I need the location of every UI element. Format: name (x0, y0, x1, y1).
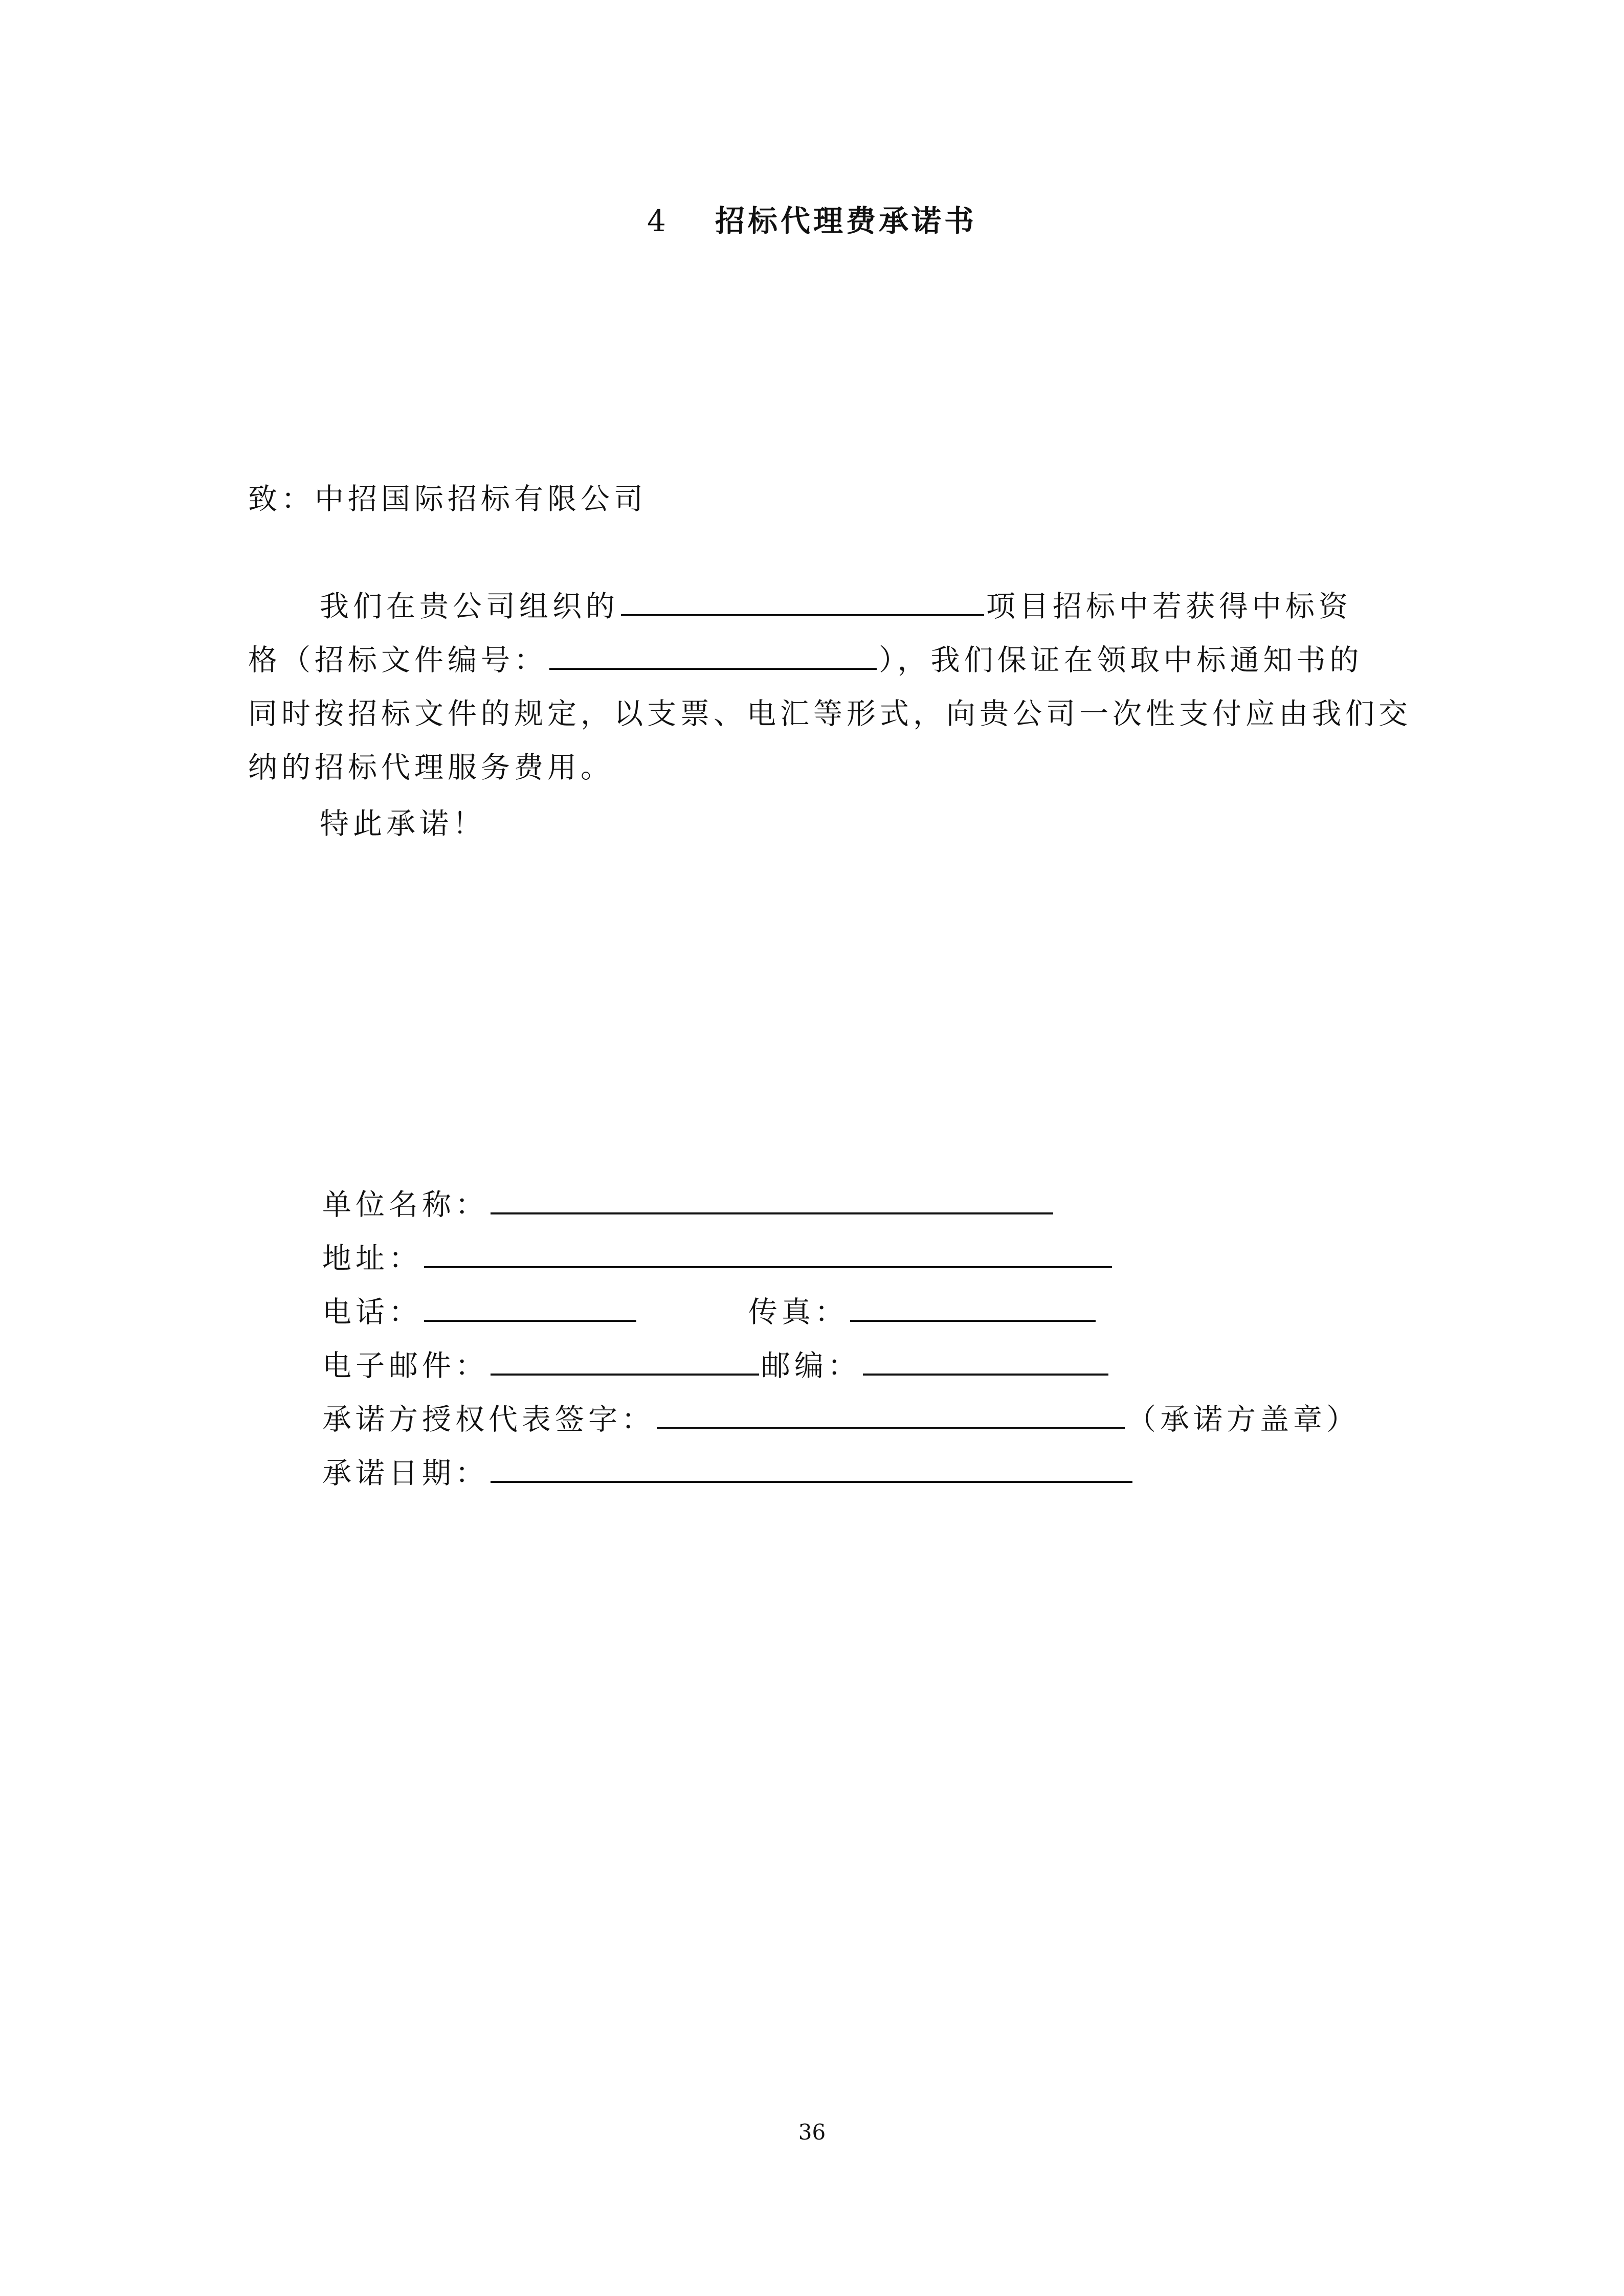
fax-label: 传真： (748, 1295, 848, 1329)
email-label: 电子邮件： (322, 1349, 488, 1383)
closing-statement: 特此承诺！ (320, 807, 486, 841)
body-line-1-prefix: 我们在贵公司组织的 (320, 590, 619, 623)
postcode-label: 邮编： (761, 1349, 861, 1383)
title-text: 招标代理费承诺书 (715, 204, 977, 238)
addressee: 致：中招国际招标有限公司 (248, 482, 647, 516)
address-blank[interactable] (424, 1266, 1112, 1268)
date-label: 承诺日期： (322, 1456, 488, 1490)
body-line-4: 纳的招标代理服务费用。 (248, 751, 614, 784)
project-name-blank[interactable] (621, 614, 984, 616)
document-title (0, 197, 1624, 240)
signature-label: 承诺方授权代表签字： (322, 1403, 655, 1436)
postcode-blank[interactable] (863, 1373, 1108, 1376)
unit-name-blank[interactable] (491, 1212, 1053, 1214)
page-number: 36 (798, 2120, 826, 2145)
unit-name-row (322, 1181, 1055, 1223)
date-row (322, 1450, 1134, 1492)
signature-blank[interactable] (657, 1427, 1125, 1429)
signature-row (322, 1396, 1360, 1438)
date-blank[interactable] (491, 1480, 1132, 1483)
body-line-2-suffix: ），我们保证在领取中标通知书的 (879, 643, 1363, 677)
seal-note: （承诺方盖章） (1127, 1403, 1360, 1436)
fax-blank[interactable] (850, 1319, 1096, 1322)
email-postcode-row (322, 1342, 1110, 1384)
email-blank[interactable] (491, 1373, 759, 1376)
phone-blank[interactable] (424, 1319, 636, 1322)
unit-name-label: 单位名称： (322, 1188, 488, 1222)
body-line-3: 同时按招标文件的规定，以支票、电汇等形式，向贵公司一次性支付应由我们交 (248, 697, 1412, 731)
body-line-2-prefix: 格（招标文件编号： (248, 643, 547, 677)
section-number: 4 (647, 204, 669, 238)
phone-label: 电话： (322, 1295, 422, 1329)
address-row (322, 1235, 1114, 1277)
body-line-2 (248, 637, 1384, 679)
address-label: 地址： (322, 1242, 422, 1275)
phone-fax-row (322, 1289, 1098, 1331)
body-line-1 (320, 583, 1455, 625)
body-line-1-suffix: 项目招标中若获得中标资 (986, 590, 1352, 623)
tender-doc-number-blank[interactable] (549, 667, 877, 670)
